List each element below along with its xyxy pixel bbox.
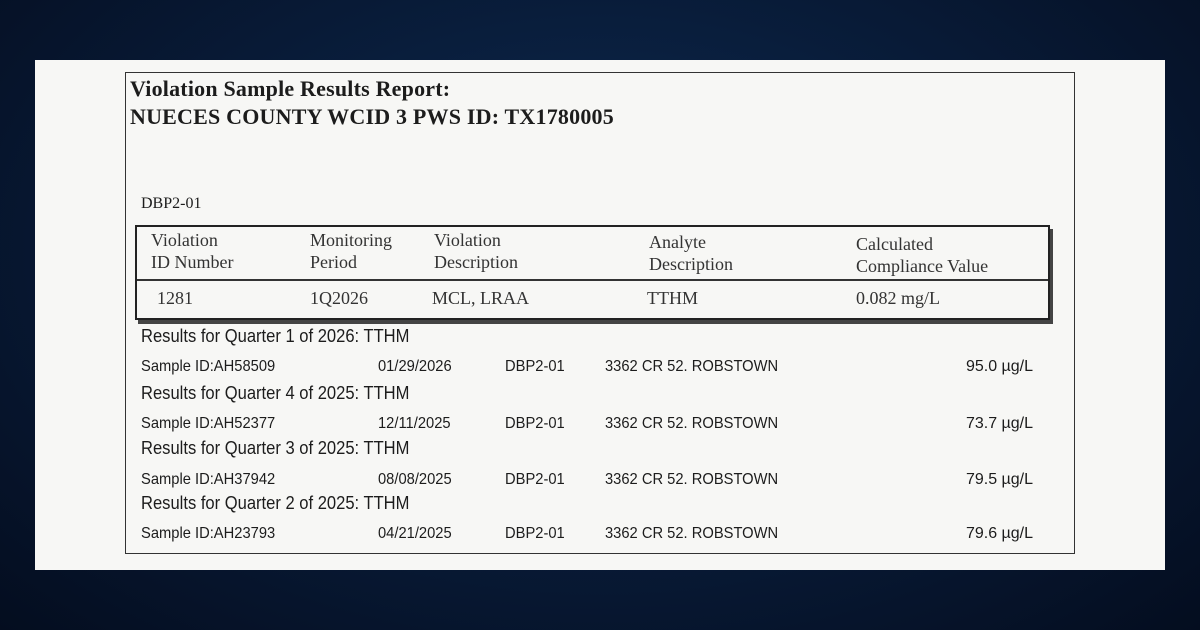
location-code: DBP2-01 (141, 195, 202, 212)
header-line: Description (434, 252, 518, 272)
analyte: TTHM (647, 288, 698, 308)
sample-location: DBP2-01 (505, 525, 565, 542)
sample-id: Sample ID:AH37942 (141, 471, 276, 488)
header-line: Compliance Value (856, 256, 989, 276)
header-line: Violation (434, 230, 501, 250)
sample-address: 3362 CR 52. ROBSTOWN (605, 471, 779, 488)
compliance-value: 0.082 mg/L (856, 288, 940, 308)
header-analyte-description (649, 231, 733, 275)
violation-id: 1281 (157, 288, 193, 308)
sample-location: DBP2-01 (505, 358, 565, 375)
header-violation-id (151, 229, 233, 273)
header-line: Monitoring (310, 230, 393, 250)
sample-id: Sample ID:AH23793 (141, 525, 276, 542)
sample-date: 12/11/2025 (378, 415, 451, 432)
sample-value: 79.5 µg/L (965, 471, 1033, 488)
monitoring-period: 1Q2026 (310, 288, 368, 308)
quarter-heading: Results for Quarter 2 of 2025: TTHM (141, 493, 410, 513)
violation-description: MCL, LRAA (432, 288, 530, 308)
sample-address: 3362 CR 52. ROBSTOWN (605, 415, 779, 432)
sample-date: 01/29/2026 (378, 358, 452, 375)
header-line: Violation (151, 230, 218, 250)
sample-address: 3362 CR 52. ROBSTOWN (605, 525, 779, 542)
sample-location: DBP2-01 (505, 415, 565, 432)
header-line: Analyte (649, 232, 706, 252)
quarter-heading: Results for Quarter 1 of 2026: TTHM (141, 326, 410, 346)
header-line: ID Number (151, 252, 234, 272)
report-title: Violation Sample Results Report: (130, 76, 451, 101)
quarter-heading: Results for Quarter 3 of 2025: TTHM (141, 438, 410, 458)
violation-table (135, 225, 1050, 320)
sample-date: 04/21/2025 (378, 525, 452, 542)
sample-id: Sample ID:AH52377 (141, 415, 276, 432)
header-line: Description (649, 254, 733, 274)
sample-location: DBP2-01 (505, 471, 565, 488)
header-line: Calculated (856, 234, 933, 254)
sample-value: 79.6 µg/L (965, 525, 1033, 542)
sample-value: 95.0 µg/L (965, 358, 1033, 375)
report-paper (35, 60, 1165, 570)
header-line: Period (310, 252, 357, 272)
sample-id: Sample ID:AH58509 (141, 358, 276, 375)
violation-table-header (137, 227, 1048, 281)
quarter-heading: Results for Quarter 4 of 2025: TTHM (141, 383, 410, 403)
sample-address: 3362 CR 52. ROBSTOWN (605, 358, 779, 375)
report-subtitle: NUECES COUNTY WCID 3 PWS ID: TX1780005 (130, 104, 614, 129)
header-monitoring-period (310, 229, 392, 273)
header-violation-description (434, 229, 518, 273)
sample-value: 73.7 µg/L (965, 415, 1033, 432)
sample-date: 08/08/2025 (378, 471, 452, 488)
header-compliance-value (856, 233, 988, 277)
